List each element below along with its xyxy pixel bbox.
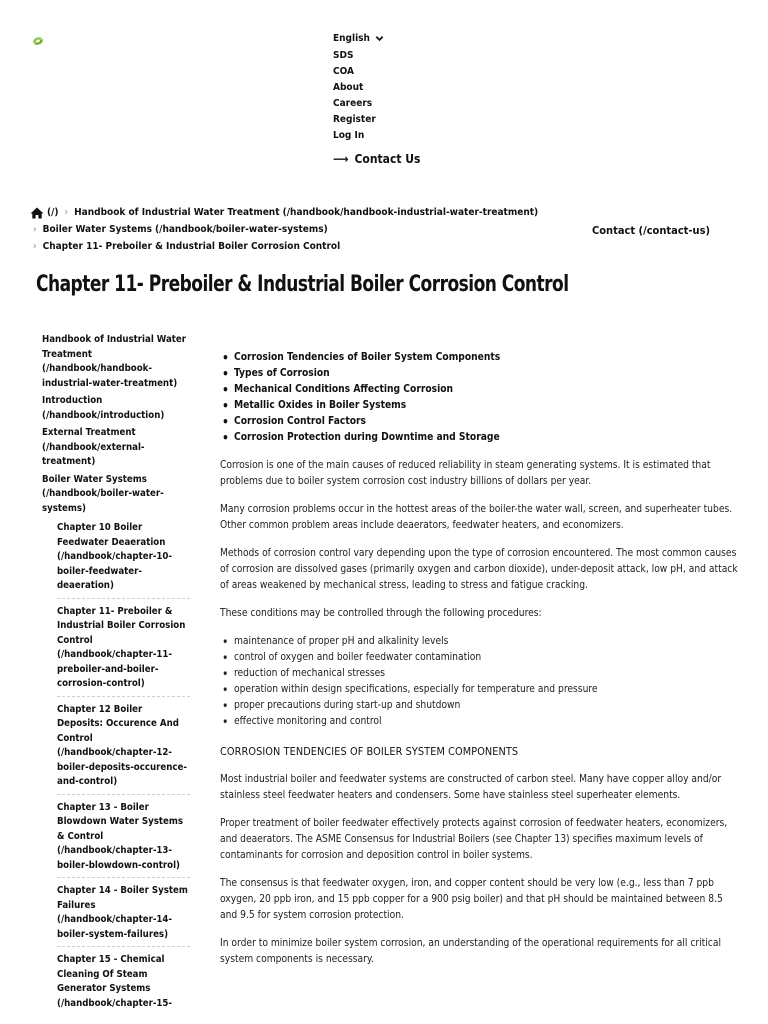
nav-link-sds[interactable]: SDS bbox=[333, 50, 354, 61]
contact-us-label: Contact Us bbox=[354, 152, 421, 166]
sidebar-subitem-chapter-13[interactable]: Chapter 13 - Boiler Blowdown Water Systems & Control (/handbook/chapter-13-boiler-blowdown-control) bbox=[57, 799, 190, 879]
nav-link-about[interactable]: About bbox=[333, 82, 364, 93]
chevron-down-icon bbox=[375, 34, 384, 43]
paragraph: Most industrial boiler and feedwater systems are constructed of carbon steel. Many have copper alloy and/or stainless steel feedwater heaters and condensers. Some have stainless steel superheater elements. bbox=[220, 774, 722, 801]
breadcrumb-item-handbook[interactable]: Handbook of Industrial Water Treatment (/handbook/handbook-industrial-water-treatment) bbox=[74, 207, 539, 218]
toc-link[interactable]: • Corrosion Tendencies of Boiler System Components bbox=[220, 350, 740, 366]
top-nav bbox=[333, 31, 420, 167]
sidebar-nav bbox=[42, 333, 190, 1019]
list-item: • control of oxygen and boiler feedwater contamination bbox=[220, 650, 740, 666]
chevron-right-icon: › bbox=[33, 241, 37, 252]
language-selector[interactable] bbox=[333, 31, 420, 45]
sidebar-subitem-chapter-11[interactable]: Chapter 11- Preboiler & Industrial Boiler Corrosion Control (/handbook/chapter-11-preboiler-and-boiler-corrosion-control) bbox=[57, 603, 190, 697]
list-item: • operation within design specifications, especially for temperature and pressure bbox=[220, 682, 740, 698]
breadcrumb-home-link[interactable]: (/) bbox=[47, 207, 59, 218]
paragraph: These conditions may be controlled through the following procedures: bbox=[220, 608, 542, 619]
list-item: • effective monitoring and control bbox=[220, 714, 740, 730]
language-label: English bbox=[333, 32, 370, 44]
chevron-right-icon: › bbox=[64, 207, 69, 218]
nav-link-register[interactable]: Register bbox=[333, 114, 376, 125]
nav-link-careers[interactable]: Careers bbox=[333, 98, 373, 109]
sidebar-subitem-chapter-12[interactable]: Chapter 12 Boiler Deposits: Occurence And Control (/handbook/chapter-12-boiler-deposits-occurence-and-control) bbox=[57, 701, 190, 795]
brand-logo[interactable] bbox=[30, 34, 46, 48]
paragraph: The consensus is that feedwater oxygen, iron, and copper content should be very low (e.g., less than 7 ppb oxygen, 20 ppb iron, and 15 ppb copper for a 900 psig boiler) and that pH should be maintained between 8.5 and 9.5 for system corrosion protection. bbox=[220, 878, 723, 921]
chevron-right-icon: › bbox=[33, 224, 37, 235]
toc-link[interactable]: • Corrosion Protection during Downtime and Storage bbox=[220, 430, 740, 446]
paragraph: Methods of corrosion control vary depending upon the type of corrosion encountered. The most common causes of corrosion are dissolved gases (primarily oxygen and carbon dioxide), under-deposit attack, low pH, and attack of areas weakened by mechanical stress, leading to stress and fatigue cracking. bbox=[220, 548, 738, 591]
breadcrumb-item-boiler-water-systems[interactable]: Boiler Water Systems (/handbook/boiler-water-systems) bbox=[42, 224, 328, 235]
toc-link[interactable]: • Types of Corrosion bbox=[220, 366, 740, 382]
list-item: • reduction of mechanical stresses bbox=[220, 666, 740, 682]
toc-link[interactable]: • Metallic Oxides in Boiler Systems bbox=[220, 398, 740, 414]
list-item: • proper precautions during start-up and shutdown bbox=[220, 698, 740, 714]
procedures-list bbox=[220, 634, 740, 730]
toc-link[interactable]: • Corrosion Control Factors bbox=[220, 414, 740, 430]
toc-link[interactable]: • Mechanical Conditions Affecting Corrosion bbox=[220, 382, 740, 398]
section-heading: CORROSION TENDENCIES OF BOILER SYSTEM COMPONENTS bbox=[220, 745, 519, 758]
sidebar-item-introduction[interactable]: Introduction (/handbook/introduction) bbox=[42, 395, 165, 421]
paragraph: Many corrosion problems occur in the hottest areas of the boiler-the water wall, screen, and superheater tubes. Other common problem areas include deaerators, feedwater heaters, and economizers. bbox=[220, 504, 733, 531]
nav-link-coa[interactable]: COA bbox=[333, 66, 354, 77]
paragraph: Proper treatment of boiler feedwater effectively protects against corrosion of feedwater heaters, economizers, and deaerators. The ASME Consensus for Industrial Boilers (see Chapter 13) specifies maximum levels of contaminants for corrosion and deposition control in boiler systems. bbox=[220, 818, 728, 861]
paragraph: In order to minimize boiler system corrosion, an understanding of the operational requirements for all critical system components is necessary. bbox=[220, 938, 722, 965]
home-icon[interactable] bbox=[30, 207, 44, 219]
sidebar-item-external-treatment[interactable]: External Treatment (/handbook/external-treatment) bbox=[42, 427, 145, 467]
breadcrumb bbox=[30, 204, 538, 255]
nav-link-login[interactable]: Log In bbox=[333, 130, 365, 141]
contact-link[interactable]: Contact (/contact-us) bbox=[592, 224, 710, 237]
sidebar-subitem-chapter-10[interactable]: Chapter 10 Boiler Feedwater Deaeration (/handbook/chapter-10-boiler-feedwater-deaeration) bbox=[57, 519, 190, 599]
sidebar-subitem-chapter-14[interactable]: Chapter 14 - Boiler System Failures (/handbook/chapter-14-boiler-system-failures) bbox=[57, 882, 190, 947]
list-item: • maintenance of proper pH and alkalinity levels bbox=[220, 634, 740, 650]
table-of-contents bbox=[220, 350, 740, 446]
paragraph: Corrosion is one of the main causes of reduced reliability in steam generating systems. It is estimated that problems due to boiler system corrosion cost industry billions of dollars per year. bbox=[220, 460, 711, 487]
breadcrumb-item-current: Chapter 11- Preboiler & Industrial Boiler Corrosion Control bbox=[42, 241, 341, 252]
arrow-right-icon: ⟶ bbox=[333, 152, 349, 166]
page-title: Chapter 11- Preboiler & Industrial Boiler Corrosion Control bbox=[36, 272, 569, 297]
sidebar-item-handbook[interactable]: Handbook of Industrial Water Treatment (/handbook/handbook-industrial-water-treatment) bbox=[42, 334, 187, 389]
sidebar-item-boiler-water-systems[interactable]: Boiler Water Systems (/handbook/boiler-water-systems) bbox=[42, 473, 164, 514]
sidebar-subitem-chapter-15[interactable]: Chapter 15 - Chemical Cleaning Of Steam Generator Systems (/handbook/chapter-15- bbox=[57, 954, 173, 1009]
contact-us-button[interactable] bbox=[333, 151, 420, 167]
article-content bbox=[220, 350, 740, 980]
